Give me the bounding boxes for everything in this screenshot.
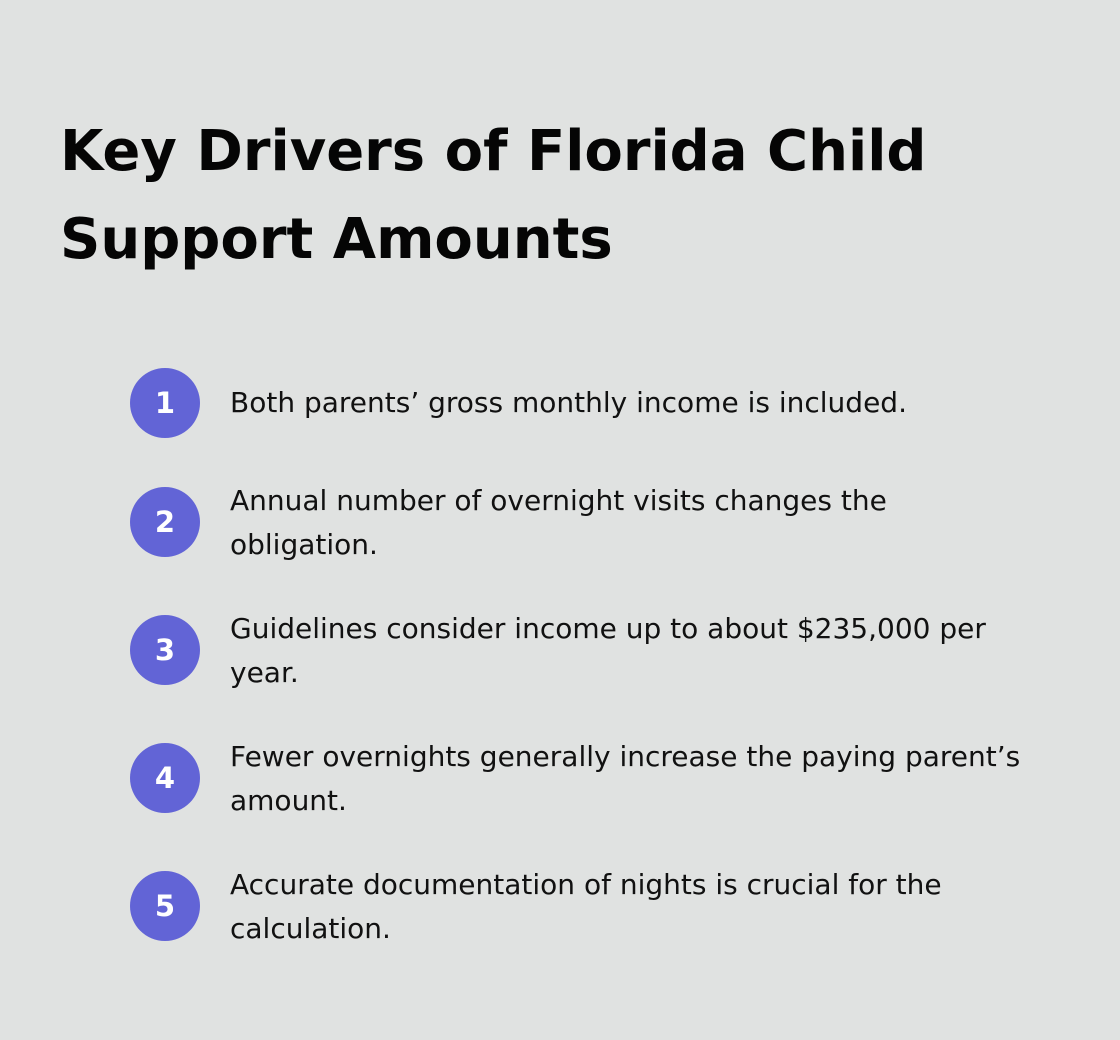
list-item-text: Guidelines consider income up to about $235,000 per year. bbox=[230, 612, 986, 689]
list-item-text: Fewer overnights generally increase the paying parent’s amount. bbox=[230, 740, 1021, 817]
number-badge: 2 bbox=[130, 487, 200, 557]
number-badge: 1 bbox=[130, 368, 200, 438]
list-item-text: Both parents’ gross monthly income is included. bbox=[230, 386, 907, 419]
list-item-text: Annual number of overnight visits changes the obligation. bbox=[230, 484, 887, 561]
number-badge: 3 bbox=[130, 615, 200, 685]
page-title: Key Drivers of Florida Child Support Amounts bbox=[60, 119, 927, 272]
number-badge: 4 bbox=[130, 743, 200, 813]
number-badge: 5 bbox=[130, 871, 200, 941]
list-item-text: Accurate documentation of nights is crucial for the calculation. bbox=[230, 868, 942, 945]
